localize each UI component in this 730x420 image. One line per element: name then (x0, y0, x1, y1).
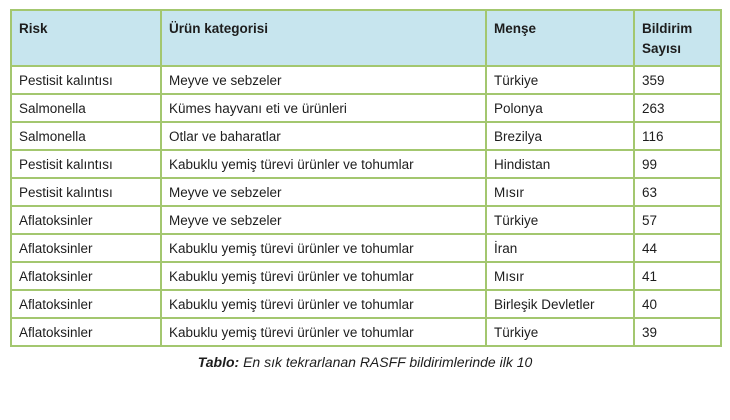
cell-risk: Pestisit kalıntısı (11, 178, 161, 206)
table-row (11, 206, 721, 234)
cell-notification-count: 44 (634, 234, 721, 262)
cell-origin: Hindistan (486, 150, 634, 178)
cell-origin: Türkiye (486, 318, 634, 346)
rasff-top10-table (10, 9, 722, 347)
cell-notification-count: 63 (634, 178, 721, 206)
cell-origin: Polonya (486, 94, 634, 122)
cell-notification-count: 40 (634, 290, 721, 318)
table-caption (0, 354, 730, 370)
cell-product-category: Kabuklu yemiş türevi ürünler ve tohumlar (161, 318, 486, 346)
cell-notification-count: 39 (634, 318, 721, 346)
cell-product-category: Otlar ve baharatlar (161, 122, 486, 150)
table-header-row (11, 10, 721, 66)
table-row (11, 318, 721, 346)
column-header-origin: Menşe (486, 10, 634, 66)
cell-origin: Türkiye (486, 66, 634, 94)
cell-risk: Salmonella (11, 122, 161, 150)
cell-product-category: Kabuklu yemiş türevi ürünler ve tohumlar (161, 262, 486, 290)
cell-notification-count: 99 (634, 150, 721, 178)
table-row (11, 94, 721, 122)
table-row (11, 262, 721, 290)
cell-risk: Aflatoksinler (11, 206, 161, 234)
cell-risk: Aflatoksinler (11, 290, 161, 318)
table-row (11, 66, 721, 94)
cell-risk: Salmonella (11, 94, 161, 122)
cell-risk: Aflatoksinler (11, 234, 161, 262)
cell-notification-count: 116 (634, 122, 721, 150)
cell-product-category: Kabuklu yemiş türevi ürünler ve tohumlar (161, 290, 486, 318)
table-row (11, 234, 721, 262)
cell-product-category: Kabuklu yemiş türevi ürünler ve tohumlar (161, 150, 486, 178)
cell-product-category: Meyve ve sebzeler (161, 206, 486, 234)
table-row (11, 122, 721, 150)
cell-origin: Türkiye (486, 206, 634, 234)
column-header-product-category: Ürün kategorisi (161, 10, 486, 66)
cell-notification-count: 41 (634, 262, 721, 290)
column-header-notification-count: Bildirim Sayısı (634, 10, 721, 66)
column-header-risk: Risk (11, 10, 161, 66)
table-caption-text: En sık tekrarlanan RASFF bildirimlerinde ilk 10 (239, 354, 533, 370)
cell-product-category: Meyve ve sebzeler (161, 178, 486, 206)
cell-product-category: Kabuklu yemiş türevi ürünler ve tohumlar (161, 234, 486, 262)
cell-risk: Aflatoksinler (11, 318, 161, 346)
cell-notification-count: 57 (634, 206, 721, 234)
cell-origin: İran (486, 234, 634, 262)
cell-origin: Brezilya (486, 122, 634, 150)
cell-notification-count: 263 (634, 94, 721, 122)
cell-notification-count: 359 (634, 66, 721, 94)
table-row (11, 150, 721, 178)
cell-origin: Mısır (486, 262, 634, 290)
cell-product-category: Meyve ve sebzeler (161, 66, 486, 94)
table-caption-label: Tablo: (197, 354, 240, 370)
cell-risk: Aflatoksinler (11, 262, 161, 290)
cell-origin: Mısır (486, 178, 634, 206)
cell-risk: Pestisit kalıntısı (11, 66, 161, 94)
cell-risk: Pestisit kalıntısı (11, 150, 161, 178)
cell-origin: Birleşik Devletler (486, 290, 634, 318)
table-row (11, 178, 721, 206)
table-row (11, 290, 721, 318)
cell-product-category: Kümes hayvanı eti ve ürünleri (161, 94, 486, 122)
